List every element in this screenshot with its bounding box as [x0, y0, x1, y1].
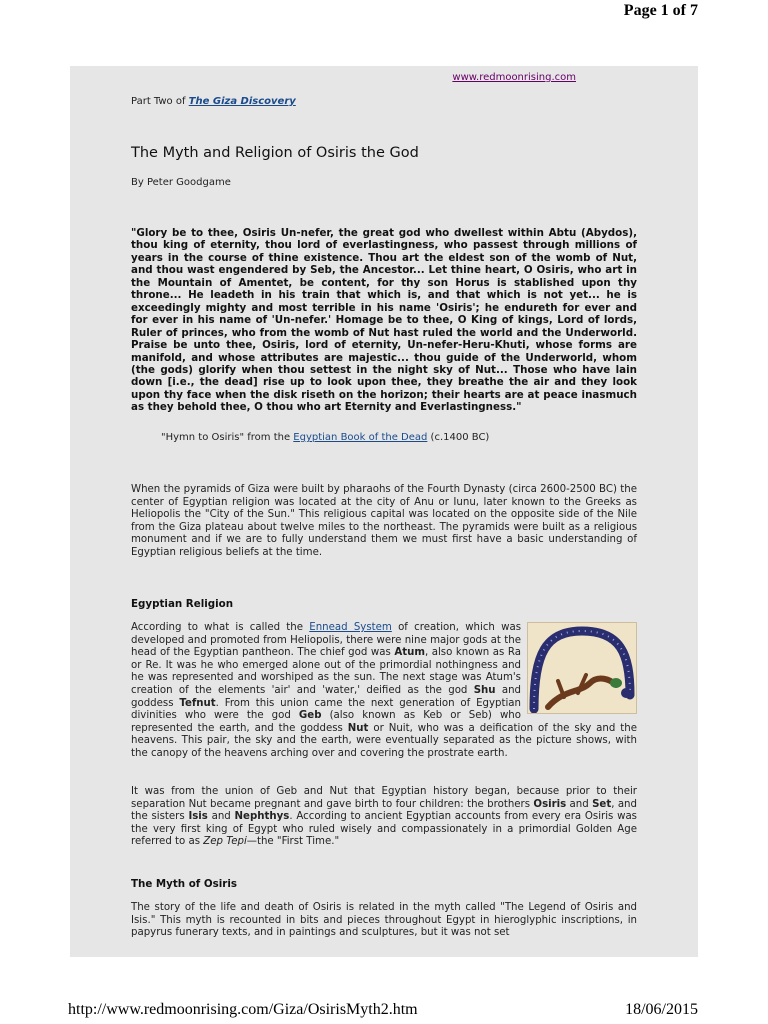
s1-e: . From this union came the next generation of Egyptian divinities who were the god — [131, 697, 521, 722]
s2-b: and — [566, 798, 593, 810]
page-number: Page 1 of 7 — [623, 2, 698, 19]
series-line — [131, 96, 296, 109]
egyptian-religion-heading: Egyptian Religion — [131, 598, 234, 610]
s2-a: It was from the union of Geb and Nut that Egyptian history began, because prior to their separation Nut became pregnant and gave birth to four children: the brothers — [131, 786, 637, 810]
article-panel — [70, 66, 698, 957]
zep-tepi-term: Zep Tepi — [203, 836, 247, 848]
atum-term: Atum — [394, 647, 425, 659]
book-of-dead-link[interactable]: Egyptian Book of the Dead — [293, 432, 428, 443]
s2-d: and — [207, 811, 235, 823]
article-title: The Myth and Religion of Osiris the God — [131, 145, 419, 161]
quote-source-prefix: "Hymn to Osiris" from the — [161, 432, 294, 443]
s1-c: , also known as Ra or Re. It was he who emerged alone out of the primordial nothingness and he was represented and worshiped as the sun. The next stage was Atum's creation of the elements 'air' and 'water,' deified as the god — [131, 647, 521, 696]
footer-date: 18/06/2015 — [625, 1001, 698, 1018]
s2-c: , and the sisters — [131, 798, 637, 823]
tefnut-term: Tefnut — [179, 697, 216, 709]
ennead-paragraph — [131, 622, 637, 761]
legend-paragraph: The story of the life and death of Osiris is related in the myth called "The Legend of Osiris and Isis." This myth is recounted in bits and pieces throughout Egypt in hieroglyphic inscriptions, in papyrus funerary texts, and in paintings and sculptures, but it was not set — [131, 902, 637, 939]
series-prefix: Part Two of — [131, 96, 189, 107]
nephthys-term: Nephthys — [234, 811, 290, 823]
set-term: Set — [592, 798, 612, 810]
ennead-system-link[interactable]: Ennead System — [309, 622, 392, 633]
giza-discovery-link[interactable]: The Giza Discovery — [188, 96, 296, 107]
s1-g: or Nuit, who was a deification of the sky and the heavens. This pair, the sky and the earth, were eventually separated as the picture shows, with the canopy of the heavens arching over and covering the prostrate earth. — [131, 722, 637, 759]
geb-nut-illustration — [527, 622, 637, 714]
site-link[interactable]: www.redmoonrising.com — [452, 72, 576, 83]
s2-f: —the "First Time." — [246, 836, 340, 848]
osiris-term: Osiris — [533, 798, 567, 810]
s1-f: (also known as Keb or Seb) who represented the earth, and the goddess — [131, 710, 521, 734]
s1-a: According to what is called the — [131, 622, 310, 633]
s1-d: and goddess — [131, 684, 521, 709]
isis-term: Isis — [188, 811, 208, 823]
s1-b: of creation, which was developed and promoted from Heliopolis, there were nine major gods at the head of the Egyptian pantheon. The chief god was — [131, 622, 522, 659]
geb-nut-image — [528, 623, 636, 713]
s2-e: . According to ancient Egyptian accounts from every era Osiris was the very first king of Egypt who ruled wisely and compassionately in a primordial Golden Age referred to as — [131, 811, 637, 848]
shu-term: Shu — [473, 684, 496, 696]
geb-term: Geb — [298, 710, 322, 722]
children-paragraph — [131, 786, 637, 849]
byline: By Peter Goodgame — [131, 177, 231, 188]
footer-url: http://www.redmoonrising.com/Giza/OsirisMyth2.htm — [68, 1001, 418, 1018]
nut-term: Nut — [347, 722, 369, 734]
quote-source — [161, 432, 489, 445]
intro-paragraph: When the pyramids of Giza were built by pharaohs of the Fourth Dynasty (circa 2600-2500 BC) the center of Egyptian religion was located at the city of Anu or Iunu, later known to the Greeks as Heliopolis the "City of the Sun." This religious capital was located on the opposite side of the Nile from the Giza plateau about twelve miles to the northeast. The pyramids were built as a religious monument and if we are to fully understand them we must first have a basic understanding of Egyptian religious beliefs at the time. — [131, 484, 637, 558]
hymn-quote: "Glory be to thee, Osiris Un-nefer, the great god who dwellest within Abtu (Abydos), thou king of eternity, thou lord of everlastingness, who passest through millions of years in the course of thine existence. Thou art the eldest son of the womb of Nut, and thou wast engendered by Seb, the Ancestor... Let thine heart, O Osiris, who art in the Mountain of Amentet, be content, for thy son Horus is stablished upon thy throne... He leadeth in his train that which is, and that which is not yet... he is exceedingly mighty and most terrible in his name 'Osiris'; he endureth for ever and for ever in his name of 'Un-nefer.' Homage be to thee, O King of kings, Lord of lords, Ruler of princes, who from the womb of Nut hast ruled the world and the Underworld. Praise be unto thee, Osiris, lord of eternity, Un-nefer-Heru-Khuti, whose forms are manifold, and whose attributes are majestic... thou guide of the Underworld, whom (the gods) glorify when thou settest in the night sky of Nut... Those who have lain down [i.e., the dead] rise up to look upon thee, they breathe the air and they look upon thy face when the disk riseth on the horizon; their hearts are at peace inasmuch as they behold thee, O thou who art Eternity and Everlastingness." — [131, 227, 637, 414]
myth-of-osiris-heading: The Myth of Osiris — [131, 878, 238, 890]
quote-source-suffix: (c.1400 BC) — [427, 432, 490, 443]
